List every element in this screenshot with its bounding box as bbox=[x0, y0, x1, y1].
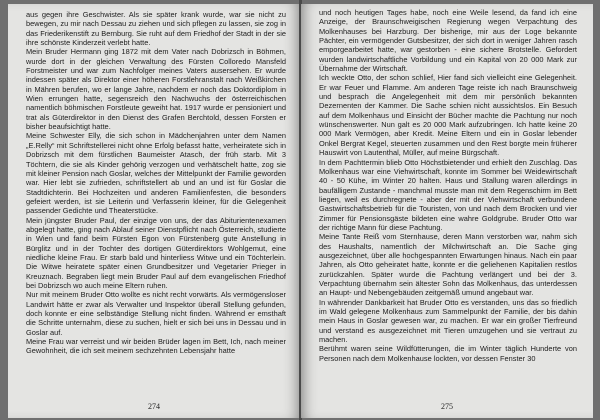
paragraph: Ich weckte Otto, der schon schlief, Hier fand sich vielleicht eine Gelegenheit. Er war Feuer und Flamme. Am anderen Tage reiste ich nach Braunschweig und besprach die Angelegenheit mit dem mir persönlich bekannten Dezernenten der Kammer. Die Sache schien nicht aussichtslos. Ein Besuch auf dem Molkenhaus und Einsicht der Bücher machte die Pachtung nur noch wünschenswerter. Nun galt es 20 000 Mark aufzubringen. Ich hatte keine 20 000 Mark Vermögen, aber Kredit. Meine Eltern und ein in Goslar lebender Onkel Bergrat Kegel, steuerten zusammen und den Rest borgte mein früherer Hauswirt von Lautenthal, Müller, auf meine Bürgschaft. bbox=[319, 73, 577, 158]
left-page bbox=[8, 4, 300, 418]
page-number: 274 bbox=[148, 402, 160, 411]
paragraph: Meine Frau war verreist und wir beiden Brüder lagen im Bett, Ich, nach meiner Gewohnheit, die ich seit meinem sechzehnten Lebensjahr hatte bbox=[26, 337, 286, 356]
paragraph: Mein Bruder Hermann ging 1872 mit dem Vater nach Dobrizsch in Böhmen, wurde dort in der gleichen Verwaltung des Fürsten Colloredo Mansfeld Forstmeister und war zum Nachfolger meines Vaters ausersehen. Er wurde indessen später als Direktor einer höheren Forstlehranstalt nach Weißkirchen in Mähren berufen, wo er lange Jahre, nachdem er noch das Doktordiplom in Wien errungen hatte, segensreich den Nachwuchs der österreichischen namentlich böhmischen Forstleute geweiht hat. 1917 wurde er pensioniert und trat als Güterdirektor in den Dienst des Grafen Berchtold, dessen Forsten er bisher beaufsichtigt hatte. bbox=[26, 47, 286, 132]
page-number: 275 bbox=[441, 402, 453, 411]
paragraph: In währender Dankbarkeit hat Bruder Otto es verstanden, uns das so friedlich im Wald gelegene Molkenhaus zum Sammelpunkt der Familie, der bis dahin mein Haus in Goslar gewesen war, zu machen. Er war ein großer Tierfreund und verstand es ausgezeichnet mit Tieren umzugehen und sie vertraut zu machen. bbox=[319, 297, 577, 345]
right-page bbox=[301, 4, 593, 418]
left-page-text bbox=[26, 10, 286, 356]
right-page-text bbox=[319, 8, 577, 363]
paragraph: In dem Pachttermin blieb Otto Höchstbietender und erhielt den Zuschlag. Das Molkenhaus war eine Viehwirtschaft, konnte im Sommer bei Weidewirtschaft 40 - 50 Kühe, im Winter 20 halten. Haus und Stallung waren allerdings in baufälligem Zustande - manchmal musste man mit dem Regenschirm im Bett liegen, weil es durchregnete - aber der mit der Viehwirtschaft verbundene Gastwirtschaftsbetrieb für die Touristen, von und nach dem Brocken und vier Zimmer für Pensionsgäste bildeten eine wahre Goldgrube. Bruder Otto war der richtige Mann für diese Pachtung. bbox=[319, 157, 577, 232]
paragraph: Meine Schwester Elly, die sich schon in Mädchenjahren unter dem Namen „E.Relly“ mit Schriftstellerei nicht ohne Erfolg befasst hatte, verheiratete sich in Dobrizsch mit dem fürstlichen Baumeister Atasch, der früh starb. Mit 3 Töchtern, die sie als Kinder gehörig verzogen und verhätschelt hatte, zog sie mit kleiner Pension nach Goslar, welches der Mittelpunkt der Familie geworden war. Hier lebt sie zufrieden, schriftstellert ab und an und ist für Goslar die Stadtdichterin. Bei Hochzeiten und anderen Familienfesten, die besonders gefeiert werden, ist sie Leiterin und Verfasserin kleiner, für die Gelegenheit passender Gedichte und Theaterstücke. bbox=[26, 131, 286, 216]
paragraph: und noch heutigen Tages habe, noch eine Weile lesend, da fand ich eine Anzeige, der Braunschweigischen Regierung wegen Verpachtung des Molkenhauses bei Harzburg. Der bisherige, mir aus der Loge bekannte Pächter, ein vermögender Gutsbesitzer, der sich dort in weniger Jahren rasch emporgearbeitet hatte, war gestorben - eine sichere Brotstelle. Gefordert wurden landwirtschaftliche Vorbildung und ein Kapital von 20 000 Mark zur Übernahme der Wirtschaft. bbox=[319, 8, 577, 74]
paragraph: Nur mit meinem Bruder Otto wollte es nicht recht vorwärts. Als vermögensloser Landwirt hätte er zwar als Verwalter und Inspektor überall Stellung gefunden, doch konnte er eine selbständige Stellung nicht finden. Während er emsthaft die Schritte unternahm, diese zu suchen, hielt er sich bei uns in Dessau und in Goslar auf. bbox=[26, 290, 286, 337]
paragraph: Meine Tante Reiß vom Sternhause, deren Mann verstorben war, nahm sich des Haushalts, namentlich der Milchwirtschaft an. Die Sache ging ausgezeichnet, über alle hochgespannten Erwartungen hinaus. Nach ein paar Jahren, als Otto geheiratet hatte, konnte er die geliehenen Kapitalien restlos zurückzahlen. Später wurde die Pachtung verlängert und bei der 3. Verpachtung übernahm sein ältester Sohn das Molkenhaus, das unterdessen an Haupt- und Nebengebäuden zeitgemäß umund angebaut war. bbox=[319, 232, 577, 298]
paragraph: aus gegen ihre Geschwister. Als sie später krank wurde, war sie nicht zu bewegen, zu mir nach Dessau zu ziehen und sich pflegen zu lassen, sie zog in das Friederikenstift zu Bernburg. Sie ruht auf dem Friedhof der Stadt in der sie ihre schönste Kinderzeit verlebt hatte. bbox=[26, 10, 286, 48]
paragraph: Berühmt waren seine Wildfütterungen, die im Winter täglich Hunderte von Personen nach dem Molkenhause lockten, vor dessen Fenster 30 bbox=[319, 344, 577, 363]
paragraph: Mein jüngster Bruder Paul, der einzige von uns, der das Abiturientenexamen abgelegt hatte, ging nach Ablauf seiner Dienstpflicht nach Österreich, studierte in Wien und fand beim Fürsten Egon von Fürstenberg gute Anstellung in Bürglitz und in der Tochter des dortigen Güterdirektors Wohlgemut, eine niedliche kleine Frau. Er starb bald und hinterliess Witwe und ein Töchterlein. Die Witwe heiratete später einen Grundbesitzer und Vegetarier Prieger in Kreuznach. Begraben liegt mein Bruder Paul auf dem evangelischen Friedhof bei Dobrizsch wo auch meine Eltern ruhen. bbox=[26, 215, 286, 290]
